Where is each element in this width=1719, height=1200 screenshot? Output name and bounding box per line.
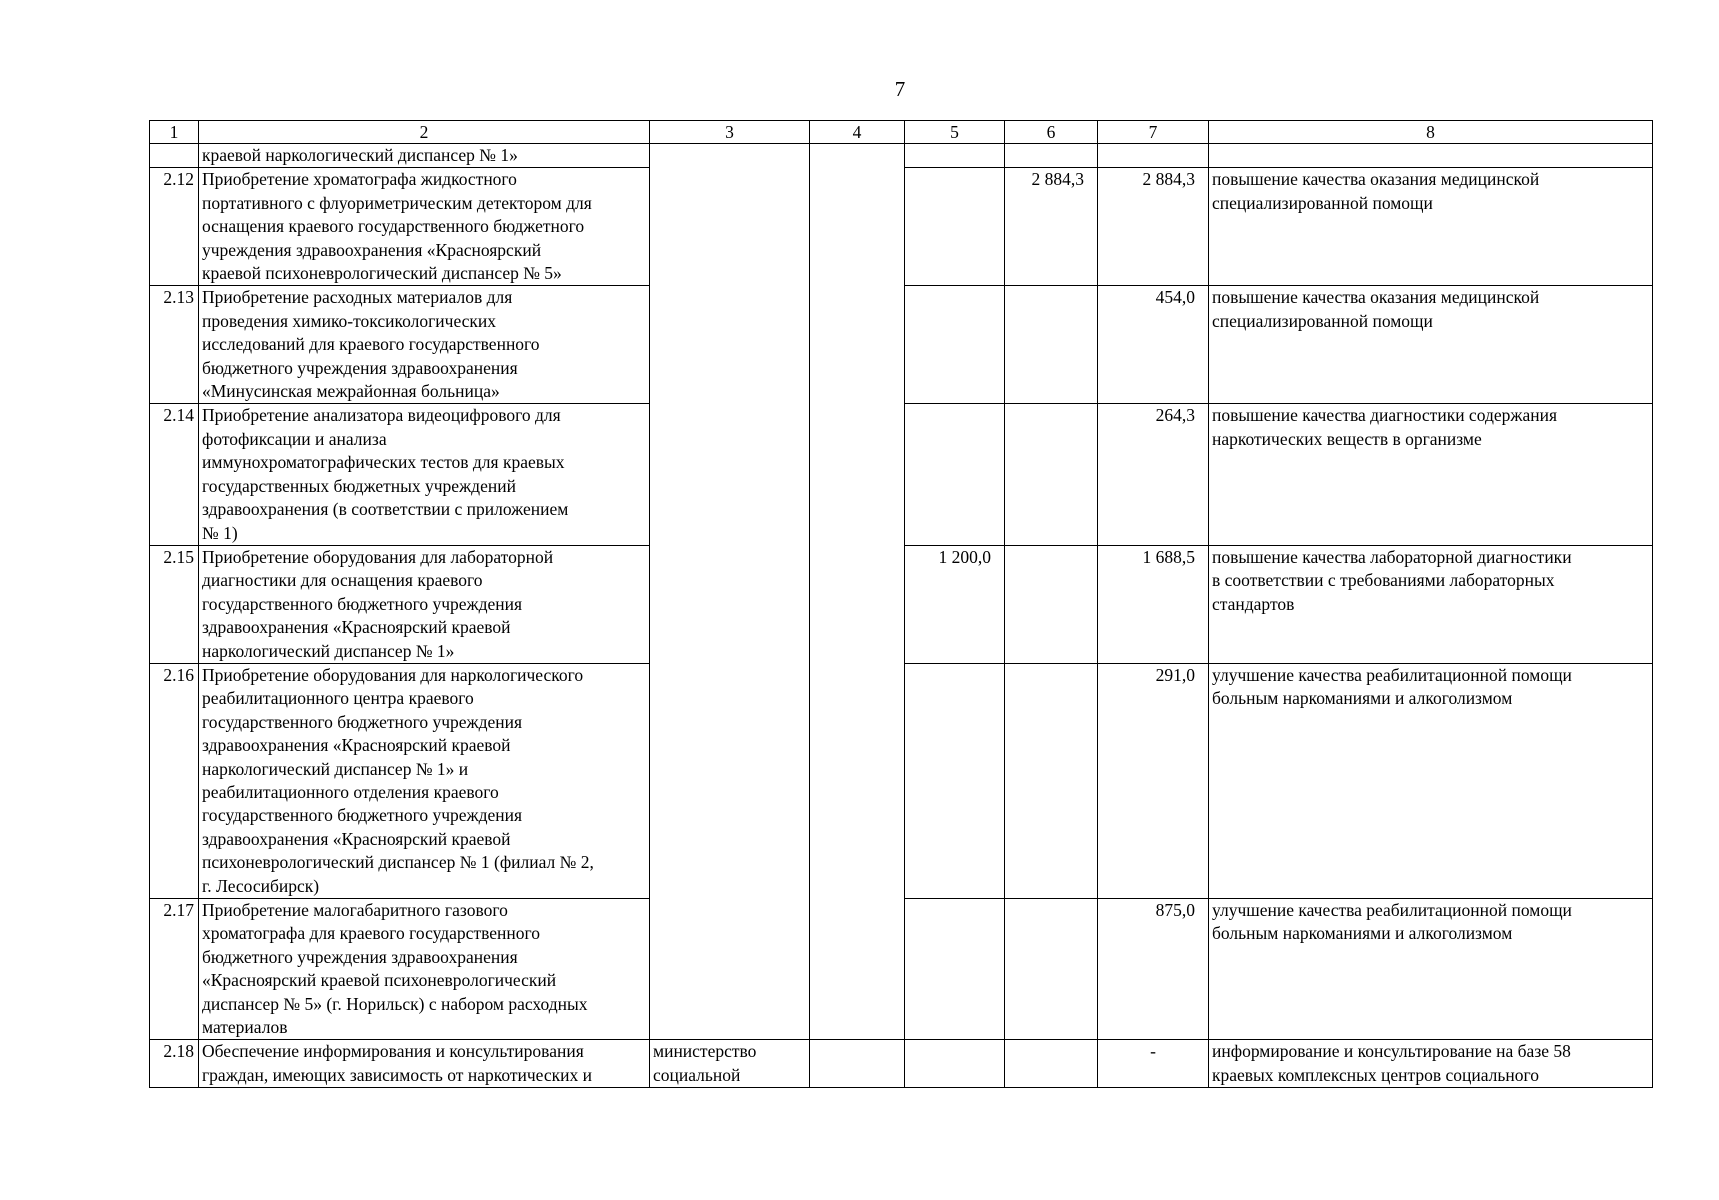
col5-cell xyxy=(905,663,1005,898)
col5-cell xyxy=(905,286,1005,404)
row-number-cell: 2.16 xyxy=(150,663,199,898)
col6-cell xyxy=(1005,899,1098,1040)
col6-cell xyxy=(1005,545,1098,663)
source-cell-merged xyxy=(810,144,905,1040)
col7-cell: - xyxy=(1098,1040,1209,1088)
column-header-1: 1 xyxy=(150,121,199,144)
col7-cell: 291,0 xyxy=(1098,663,1209,898)
measure-text-cell: Приобретение оборудования для лабораторной диагностики для оснащения краевого государственного бюджетного учреждения здравоохранения «Красноярский краевой наркологический диспансер № 1» xyxy=(199,545,650,663)
expected-result-cell: повышение качества оказания медицинской специализированной помощи xyxy=(1209,286,1653,404)
executor-cell-merged xyxy=(650,144,810,1040)
col4-cell xyxy=(810,1040,905,1088)
expected-result-cell: информирование и консультирование на базе 58 краевых комплексных центров социального xyxy=(1209,1040,1653,1088)
col5-cell xyxy=(905,144,1005,168)
col5-cell xyxy=(905,899,1005,1040)
column-header-2: 2 xyxy=(199,121,650,144)
col8-cell xyxy=(1209,144,1653,168)
column-header-7: 7 xyxy=(1098,121,1209,144)
row-number-cell xyxy=(150,144,199,168)
expected-result-cell: повышение качества диагностики содержания наркотических веществ в организме xyxy=(1209,404,1653,545)
row-number-cell: 2.15 xyxy=(150,545,199,663)
col7-cell: 875,0 xyxy=(1098,899,1209,1040)
col7-cell: 2 884,3 xyxy=(1098,168,1209,286)
col7-cell: 1 688,5 xyxy=(1098,545,1209,663)
measure-text-cell: Приобретение малогабаритного газового хроматографа для краевого государственного бюджетного учреждения здравоохранения «Красноярский краевой психоневрологический диспансер № 5» (г. Норильск) с набором расходных материалов xyxy=(199,899,650,1040)
col6-cell: 2 884,3 xyxy=(1005,168,1098,286)
column-header-5: 5 xyxy=(905,121,1005,144)
measure-text-cell: Приобретение оборудования для наркологического реабилитационного центра краевого государственного бюджетного учреждения здравоохранения «Красноярский краевой наркологический диспансер № 1» и реабилитационного отделения краевого государственного бюджетного учреждения здравоохранения «Красноярский краевой психоневрологический диспансер № 1 (филиал № 2, г. Лесосибирск) xyxy=(199,663,650,898)
col5-cell xyxy=(905,1040,1005,1088)
col6-cell xyxy=(1005,1040,1098,1088)
column-header-3: 3 xyxy=(650,121,810,144)
expected-result-cell: повышение качества оказания медицинской специализированной помощи xyxy=(1209,168,1653,286)
measure-text-cell: краевой наркологический диспансер № 1» xyxy=(199,144,650,168)
table-row xyxy=(150,1040,1653,1088)
row-number-cell: 2.17 xyxy=(150,899,199,1040)
col6-cell xyxy=(1005,144,1098,168)
row-number-cell: 2.13 xyxy=(150,286,199,404)
column-header-6: 6 xyxy=(1005,121,1098,144)
col7-cell xyxy=(1098,144,1209,168)
col5-cell xyxy=(905,168,1005,286)
measure-text-cell: Приобретение анализатора видеоцифрового для фотофиксации и анализа иммунохроматографических тестов для краевых государственных бюджетных учреждений здравоохранения (в соответствии с приложением № 1) xyxy=(199,404,650,545)
column-number-row xyxy=(150,121,1653,144)
expected-result-cell: повышение качества лабораторной диагностики в соответствии с требованиями лабораторных стандартов xyxy=(1209,545,1653,663)
table-row-continuation xyxy=(150,144,1653,168)
col7-cell: 454,0 xyxy=(1098,286,1209,404)
measures-table xyxy=(149,120,1653,1088)
col7-cell: 264,3 xyxy=(1098,404,1209,545)
row-number-cell: 2.14 xyxy=(150,404,199,545)
expected-result-cell: улучшение качества реабилитационной помощи больным наркоманиями и алкоголизмом xyxy=(1209,663,1653,898)
executor-cell: министерство социальной xyxy=(650,1040,810,1088)
col6-cell xyxy=(1005,404,1098,545)
col5-cell: 1 200,0 xyxy=(905,545,1005,663)
col6-cell xyxy=(1005,663,1098,898)
measure-text-cell: Обеспечение информирования и консультирования граждан, имеющих зависимость от наркотических и xyxy=(199,1040,650,1088)
measure-text-cell: Приобретение расходных материалов для проведения химико-токсикологических исследований для краевого государственного бюджетного учреждения здравоохранения «Минусинская межрайонная больница» xyxy=(199,286,650,404)
column-header-4: 4 xyxy=(810,121,905,144)
row-number-cell: 2.18 xyxy=(150,1040,199,1088)
expected-result-cell: улучшение качества реабилитационной помощи больным наркоманиями и алкоголизмом xyxy=(1209,899,1653,1040)
column-header-8: 8 xyxy=(1209,121,1653,144)
row-number-cell: 2.12 xyxy=(150,168,199,286)
measure-text-cell: Приобретение хроматографа жидкостного портативного с флуориметрическим детектором для оснащения краевого государственного бюджетного учреждения здравоохранения «Красноярский краевой психоневрологический диспансер № 5» xyxy=(199,168,650,286)
col6-cell xyxy=(1005,286,1098,404)
page-number: 7 xyxy=(894,77,906,101)
col5-cell xyxy=(905,404,1005,545)
